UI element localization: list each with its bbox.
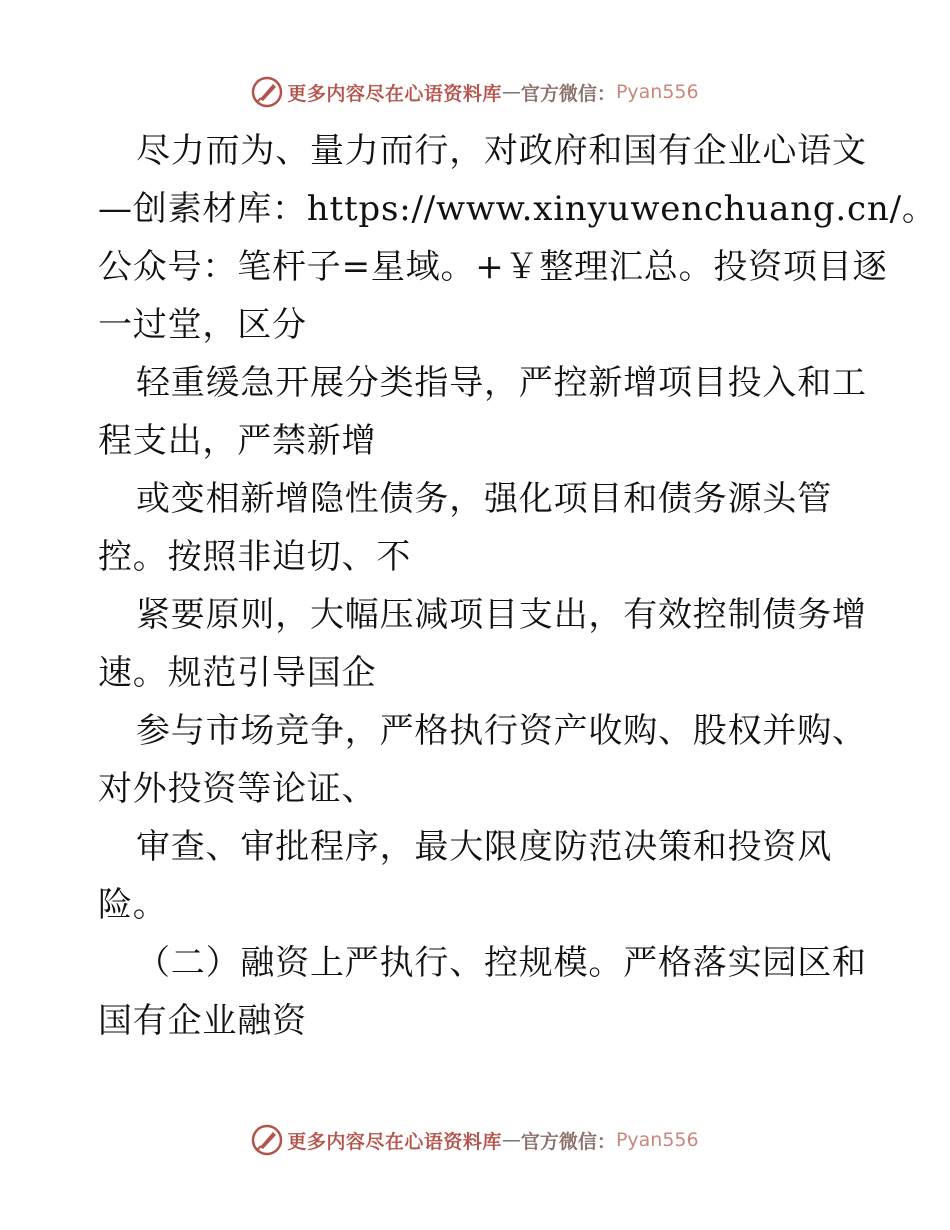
text-line: 紧要原则，大幅压减项目支出，有效控制债务增 xyxy=(136,595,867,635)
text-line: 轻重缓急开展分类指导，严控新增项目投入和工 xyxy=(136,363,867,403)
text-line: 参与市场竞争，严格执行资产收购、股权并购、 xyxy=(136,711,867,751)
text-line: 控。按照非迫切、不 xyxy=(98,537,412,577)
quill-pen-logo-icon xyxy=(251,1124,283,1156)
banner-brand: 更多内容尽在心语资料库 xyxy=(287,1130,502,1153)
banner-wechat-id: Pyan556 xyxy=(615,1129,699,1151)
text-line: 一过堂，区分 xyxy=(98,305,307,345)
banner-wechat-id: Pyan556 xyxy=(615,81,699,103)
document-body xyxy=(98,122,937,1050)
section-heading-line: （二）融资上严执行、控规模。严格落实园区和 xyxy=(136,943,867,983)
text-line: 或变相新增隐性债务，强化项目和债务源头管 xyxy=(136,479,832,519)
banner-label: 官方微信： xyxy=(520,1130,616,1153)
text-line: 审查、审批程序，最大限度防范决策和投资风 xyxy=(136,827,832,867)
text-line: 速。规范引导国企 xyxy=(98,653,377,693)
quill-pen-logo-icon xyxy=(251,76,283,108)
banner-separator: — xyxy=(501,81,521,103)
text-line: 险。 xyxy=(98,885,168,925)
header-banner xyxy=(0,72,950,112)
footer-banner xyxy=(0,1120,950,1160)
text-line: 尽力而为、量力而行，对政府和国有企业心语文 xyxy=(136,131,867,171)
text-line: 公众号：笔杆子=星域。+￥整理汇总。投资项目逐 xyxy=(98,247,888,287)
text-line: 国有企业融资 xyxy=(98,1001,307,1041)
banner-separator: — xyxy=(501,1129,521,1151)
text-line: —创素材库：https://www.xinyuwenchuang.cn/。 xyxy=(98,189,937,229)
banner-brand: 更多内容尽在心语资料库 xyxy=(287,82,502,105)
banner-label: 官方微信： xyxy=(520,82,616,105)
text-line: 程支出，严禁新增 xyxy=(98,421,377,461)
text-line: 对外投资等论证、 xyxy=(98,769,377,809)
